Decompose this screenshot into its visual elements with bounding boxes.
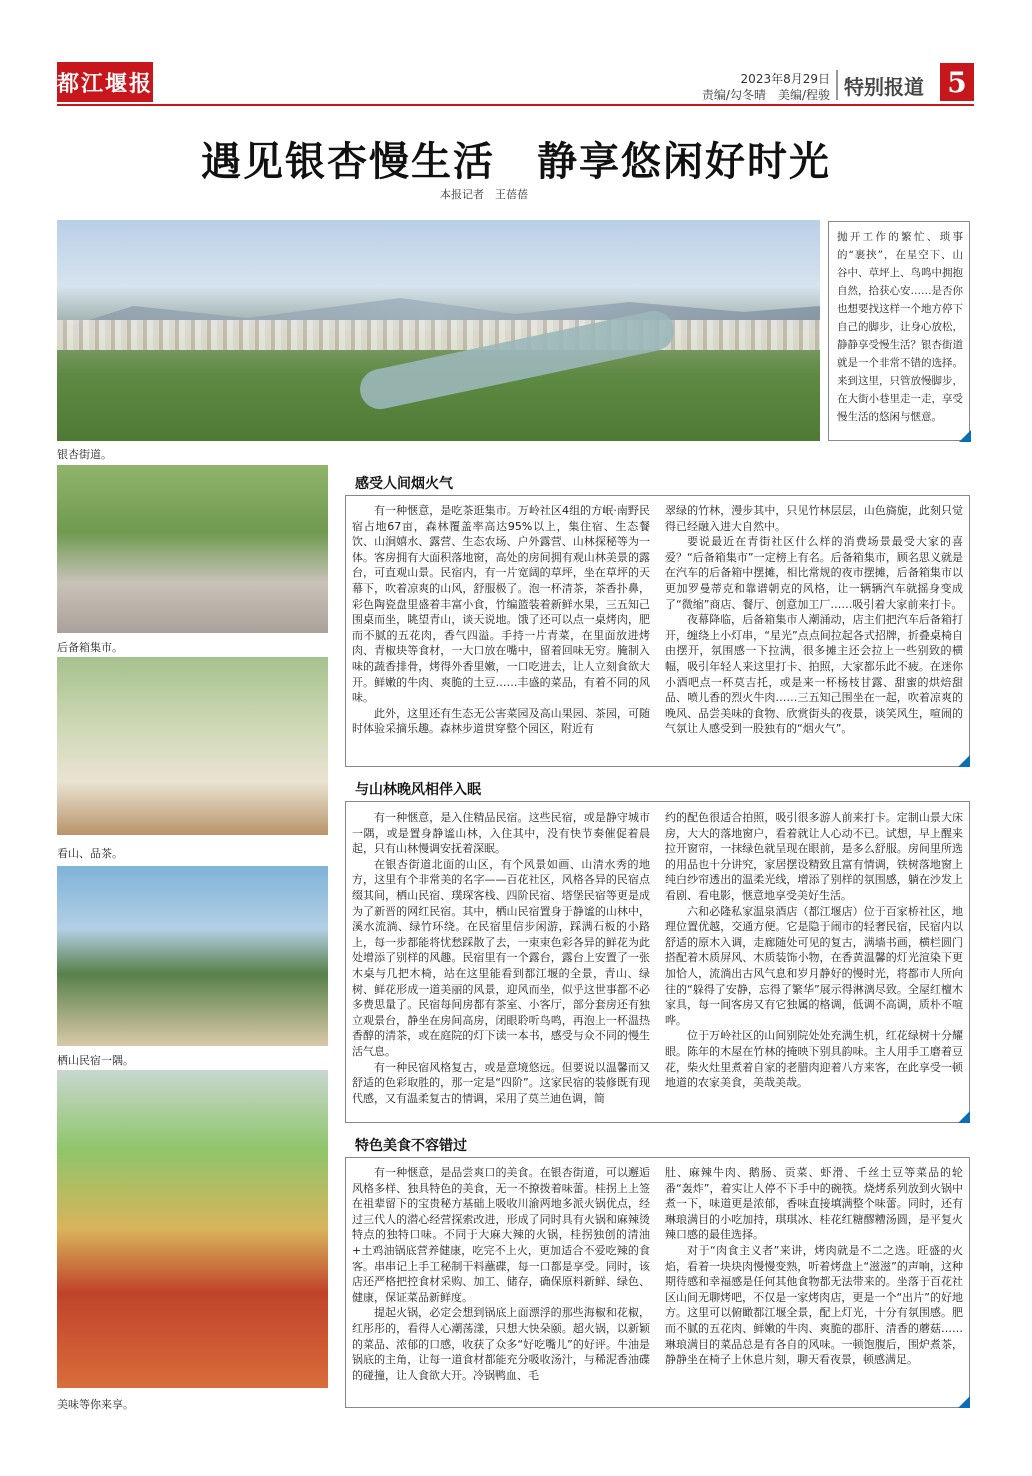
paragraph: 要说最近在青街社区什么样的消费场景最受大家的喜爱？“后备箱集市”一定榜上有名。后备箱集市，顾名思义就是在汽车的后备箱中摆摊，相比常规的夜市摆摊，后备箱集市以更加罗曼蒂克和靠谱朝克的风格，让一辆辆汽车就摇身变成了“微缩”商店、餐厅、创意加工厂……吸引着大家前来打卡。 bbox=[665, 535, 963, 611]
corner-mark bbox=[959, 430, 971, 442]
paragraph: 翠绿的竹林，漫步其中，只见竹林层层，山色旖旎，此刻只觉得已经融入进大自然中。 bbox=[665, 504, 963, 533]
photo-homestay bbox=[57, 866, 328, 1046]
section-left-column bbox=[352, 1165, 650, 1403]
header-rule bbox=[57, 104, 974, 106]
paragraph: 提起火锅，必定会想到锅底上面漂浮的那些海椒和花椒，红彤彤的，看得人心潮荡漾，只想大快朵颐。超火锅，以新颖的菜品、浓郁的口感，收获了众多“好吃嘴儿”的好评。牛油是锅底的主角，让每一道食材都能充分吸收汤汁，与稀泥香油碟的碰撞，让人食欲大开。冷锅鸭血、毛 bbox=[352, 1306, 650, 1382]
section-right-column bbox=[665, 1165, 963, 1403]
section-left-column bbox=[352, 810, 650, 1118]
paragraph: 位于万岭社区的山间别院处处充满生机，红花绿树十分耀眼。陈年的木屋在竹林的掩映下别具韵味。主人用手工磨着豆花，柴火灶里煮着自家的老腊肉迎着八方来客，在此享受一顿地道的农家美食，美哉美哉。 bbox=[665, 1029, 963, 1090]
article-title: 遇见银杏慢生活 静享悠闲好时光 bbox=[201, 138, 831, 185]
section-heading: 与山林晚风相伴入眠 bbox=[355, 782, 481, 798]
photo-tea bbox=[57, 657, 328, 835]
section-heading: 感受人间烟火气 bbox=[355, 476, 453, 492]
caption-tea: 看山、品茶。 bbox=[57, 847, 123, 860]
section-heading: 特色美食不容错过 bbox=[355, 1138, 467, 1154]
paragraph: 有一种惬意，是吃茶逛集市。万岭社区4组的方岷·南野民宿占地67亩，森林覆盖率高达95%以上，集住宿、生态餐饮、山涧嬉水、露营、生态农场、户外露营、山林探秘等为一体。客房拥有大面积落地窗，高处的房间拥有观山林美景的露台，可直观山景。民宿内，有一片宽阔的草坪，坐在草坪的天幕下，吹着凉爽的山风，舒服极了。泡一杯清茶，茶香扑鼻，彩色陶瓷盘里盛着丰富小食，竹编篮装着新鲜水果，三五知己围桌而坐，眺望青山，谈天说地。饿了还可以点一桌烤肉，肥而不腻的五花肉，香气四溢。手持一片青菜，在里面放进烤肉、青椒块等食材，一大口放在嘴中，留着回味无穷。腌制入味的蔬香排骨，烤得外香里嫩，一口吃进去，让人立刻食欲大开。鲜嫩的牛肉、爽脆的土豆……丰盛的菜品，有着不同的风味。 bbox=[352, 504, 650, 705]
paragraph: 肚、麻辣牛肉、鹅肠、贡菜、虾滑、千丝土豆等菜品的轮番“轰炸”，着实让人停不下手中的碗筷。烧烤系列放到火锅中煮一下，味道更是浓郁，香味直接填满整个味蕾。同时，还有琳琅满目的小吃加持，琪琪冰、桂花红糖醪糟汤圆，是平复火辣口感的最佳选择。 bbox=[665, 1166, 963, 1242]
section-left-column bbox=[352, 503, 650, 761]
paragraph: 在银杏街道北面的山区，有个风景如画、山清水秀的地方，这里有个非常美的名字——百花社区，风格各异的民宿点缀其间，栖山民宿、璞琛客栈、四阶民宿、塔堡民宿等更是成为了新晋的网红民宿。其中，栖山民宿置身于静谧的山林中，溪水流淌、绿竹环绕。在民宿里信步闲游，踩满石板的小路上，每一步都能将忧愁踩散了去，一束束色彩各异的鲜花为此处增添了别样的风趣。民宿里有一个露台，露台上安置了一张木桌与几把木椅，站在这里能看到都江堰的全景，青山、绿树、鲜花形成一道美丽的风景，迎风而坐，似乎这世事都不必多费思量了。民宿每间房都有茶室、小客厅，部分套房还有独立观景台，静坐在房间高房，闭眼聆听鸟鸣，再泡上一杯温热香醇的清茶，或在庭院的灯下读一本书，感受与众不同的慢生活气息。 bbox=[352, 857, 650, 1058]
caption-food: 美味等你来享。 bbox=[57, 1398, 134, 1411]
caption-house: 栖山民宿一隅。 bbox=[57, 1054, 134, 1067]
paragraph: 此外，这里还有生态无公害菜园及高山果园、茶园，可随时体验采摘乐趣。森林步道贯穿整个园区，附近有 bbox=[352, 706, 650, 736]
section-name: 特别报道 bbox=[844, 75, 924, 99]
photo-food bbox=[57, 1070, 328, 1388]
paragraph: 夜幕降临，后备箱集市人潮涌动，店主们把汽车后备箱打开，缠绕上小灯串，“星光”点点间拉起各式招牌，折叠桌椅自由摆开，氛围感一下拉满，很多摊主还会拉上一些别致的横幅，吸引年轻人来这里打卡、拍照，大家都乐此不疲。在迷你小酒吧点一杯莫吉托，或是来一杯杨枝甘露、甜蜜的烘焙甜品、喷儿香的烈火牛肉……三五知己围坐在一起，吹着凉爽的晚风、品尝美味的食物、欣赏街头的夜景，谈笑风生，喧闹的气氛让人感受到一股独有的“烟火气”。 bbox=[665, 613, 963, 736]
paragraph: 有一种惬意，是入住精品民宿。这些民宿，或是静守城市一隅，或是置身静谧山林，入住其中，没有快节奏催促着晨起，只有山林慢调安抚着深眠。 bbox=[352, 811, 650, 856]
newspaper-logo: 都江堰报 bbox=[57, 62, 153, 102]
paragraph: 有一种惬意，是品尝爽口的美食。在银杏街道，可以邂逅风格多样、独具特色的美食，无一不撩拨着味蕾。桂拐上上签在祖辈留下的宝贵秘方基础上吸收川渝两地多派火锅优点，经过三代人的潜心经营探索改进，形成了同时具有火锅和麻辣烫特点的独特口味。不同于大麻大辣的火锅，桂拐独创的清油+土鸡油锅底营养健康，吃完不上火，更加适合不爱吃辣的食客。串串记上手工秘制干料蘸碟，每一口都是享受。同时，该店还严格把控食材采购、加工、储存，确保原料新鲜、绿色、健康，保证菜品新鲜度。 bbox=[352, 1166, 650, 1304]
photo-trunk-market bbox=[57, 465, 328, 633]
paragraph: 约的配色很适合拍照，吸引很多游人前来打卡。定制山景大床房，大大的落地窗户，看着就让人心动不已。试想，早上醒来拉开窗帘，一抹绿色就呈现在眼前，是多么舒服。房间里所选的用品也十分讲究，家居摆设精致且富有情调，铁树落地窗上纯白纱帘透出的温柔光线，增添了别样的氛围感，躺在沙发上看剧、看电影，惬意地享受美好生活。 bbox=[665, 811, 963, 902]
issue-date: 2023年8月29日 bbox=[740, 72, 830, 86]
section-right-column bbox=[665, 503, 963, 761]
lead-paragraph: 抛开工作的繁忙、琐事的“裹挟”，在星空下、山谷中、草坪上、鸟鸣中拥抱自然，拾获心安……是否你也想要找这样一个地方停下自己的脚步，让身心放松，静静享受慢生活？银杏街道就是一个非常不错的选择。来到这里，只管放慢脚步，在大街小巷里走一走，享受慢生活的悠闲与惬意。 bbox=[828, 221, 970, 441]
paragraph: 六和必隆私家温泉酒店（都江堰店）位于百家桥社区，地理位置优越，交通方便。它是隐于闹市的轻奢民宿，民宿内以舒适的原木入调，走廊随处可见的复古，满墙书画，横栏圆门搭配着木质屏风、木质装饰小物，在香黄温馨的灯光渲染下更加恰人，流淌出古风气息和岁月静好的慢时光，将都市人所向往的“躲得了安静，忘得了繁华”展示得淋漓尽致。全屋红檀木家具，每一间客房又有它独属的格调，低调不高调，质朴不喧哗。 bbox=[665, 904, 963, 1027]
editors-credit: 责编/勾冬晴 美编/程骏 bbox=[701, 88, 830, 102]
caption-hero: 银杏街道。 bbox=[57, 448, 112, 461]
hero-photo-ginkgo-street bbox=[57, 220, 820, 441]
paragraph: 对于“肉食主义者”来讲，烤肉就是不二之选。旺盛的火焰，看着一块块肉慢慢变熟，听着烤盘上“滋滋”的声响，这种期待感和幸福感是任何其他食物都无法带来的。坐落于百花社区山间无聊烤吧，不仅是一家烤肉店，更是一个“出片”的好地方。这里可以俯瞰都江堰全景，配上灯光，十分有氛围感。肥而不腻的五花肉、鲜嫩的牛肉、爽脆的郡肝、清香的蘑菇……琳琅满目的菜品总是有各自的风味。一顿饱腹后，围炉煮茶，静静坐在椅子上休息片刻，聊天看夜景，顿感满足。 bbox=[665, 1243, 963, 1367]
page-number: 5 bbox=[940, 63, 974, 101]
byline: 本报记者 王蓓蓓 bbox=[440, 188, 528, 201]
town-buildings-shape bbox=[57, 320, 820, 350]
caption-market: 后备箱集市。 bbox=[57, 641, 123, 654]
section-right-column bbox=[665, 810, 963, 1118]
header-divider bbox=[836, 70, 838, 100]
paragraph: 有一种民宿风格复古，或是意境悠远。但要说以温馨而又舒适的色彩取胜的，那一定是“四阶”。这家民宿的装修既有现代感，又有温柔复古的情调，采用了莫兰迪色调，简 bbox=[352, 1060, 650, 1105]
